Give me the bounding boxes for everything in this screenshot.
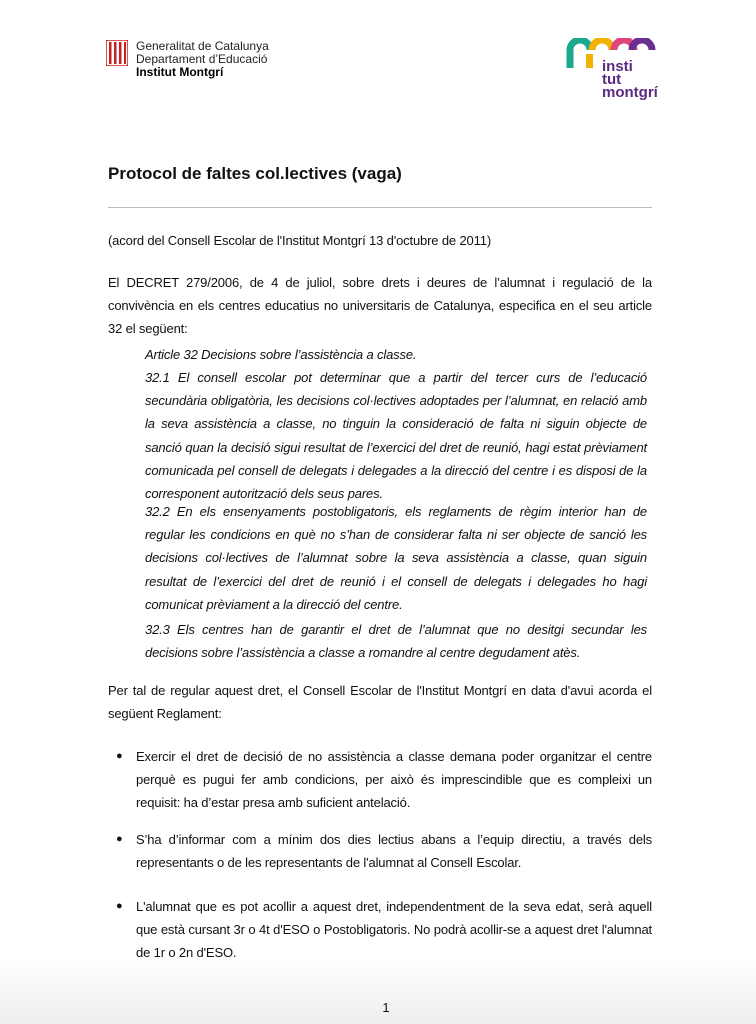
list-item bbox=[116, 745, 652, 815]
logo-text: insti bbox=[602, 58, 633, 75]
list-item bbox=[116, 828, 652, 874]
generalitat-emblem-icon bbox=[106, 40, 128, 66]
subtitle: (acord del Consell Escolar de l'Institut Montgrí 13 d'octubre de 2011) bbox=[108, 233, 491, 248]
list-item bbox=[116, 895, 652, 965]
intro-paragraph: El DECRET 279/2006, de 4 de juliol, sobre drets i deures de l’alumnat i regulació de la convivència en els centres educatius no universitaris de Catalunya, especifica en el seu article 32 el següent: bbox=[108, 275, 652, 337]
page-footer bbox=[0, 960, 756, 1024]
logo-text: montgrí bbox=[602, 84, 658, 101]
quote-heading: Article 32 Decisions sobre l’assistència a classe. bbox=[145, 347, 417, 362]
list-item-text: Exercir el dret de decisió de no assistència a classe demana poder organitzar el centre perquè es pugui fer amb condicions, per això és imprescindible que es compleixi un requisit: ha d’estar presa amb suficient antelació. bbox=[136, 749, 652, 811]
org-line: Generalitat de Catalunya bbox=[136, 39, 269, 53]
quote-paragraph: 32.1 El consell escolar pot determinar que a partir del tercer curs de l’educació secundària obligatòria, les decisions col·lectives adoptades per l’alumnat, en relació amb la seva assistència a classe, no tinguin la consideració de falta ni siguin objecte de sanció quan la decisió sigui resultat de l’exercici del dret de reunió, hagi estat prèviament comunicada pel consell de delegats i delegades a la direcció del centre i es disposi de la corresponent autorització dels seus pares. bbox=[145, 370, 647, 502]
quote-paragraph: 32.3 Els centres han de garantir el dret de l’alumnat que no desitgi secundar les decisions sobre l’assistència a classe a romandre al centre degudament atès. bbox=[145, 622, 647, 661]
regulation-paragraph: Per tal de regular aquest dret, el Consell Escolar de l'Institut Montgrí en data d'avui acorda el següent Reglament: bbox=[108, 683, 652, 722]
list-item-text: S’ha d’informar com a mínim dos dies lectius abans a l’equip directiu, a través dels representants o de les representants de l'alumnat al Consell Escolar. bbox=[136, 832, 652, 871]
list-item-text: L'alumnat que es pot acollir a aquest dret, independentment de la seva edat, serà aquell que està cursant 3r o 4t d'ESO o Postobligatoris. No podrà acollir-se a aquest dret l'alumnat de 1r o 2n d'ESO. bbox=[136, 899, 652, 961]
quote-paragraph: 32.2 En els ensenyaments postobligatoris, els reglaments de règim interior han de regular les condicions en què no s’han de considerar falta ni ser objecte de sanció les decisions col·lectives de l’alumnat sobre la seva assistència a classe, quan siguin resultat de l’exercici del dret de reunió i el consell de delegats i delegades ho hagi comunicat prèviament a la direcció del centre. bbox=[145, 504, 647, 612]
bullet-icon: ● bbox=[116, 750, 123, 762]
school-name: Institut Montgrí bbox=[136, 65, 224, 79]
bullet-icon: ● bbox=[116, 833, 123, 845]
org-line: Departament d’Educació bbox=[136, 52, 268, 66]
page-title: Protocol de faltes col.lectives (vaga) bbox=[108, 164, 402, 183]
institut-montgri-logo bbox=[562, 38, 682, 100]
logo-text: tut bbox=[602, 71, 622, 88]
divider bbox=[108, 207, 652, 208]
bullet-icon: ● bbox=[116, 900, 123, 912]
page-number: 1 bbox=[382, 1000, 390, 1015]
